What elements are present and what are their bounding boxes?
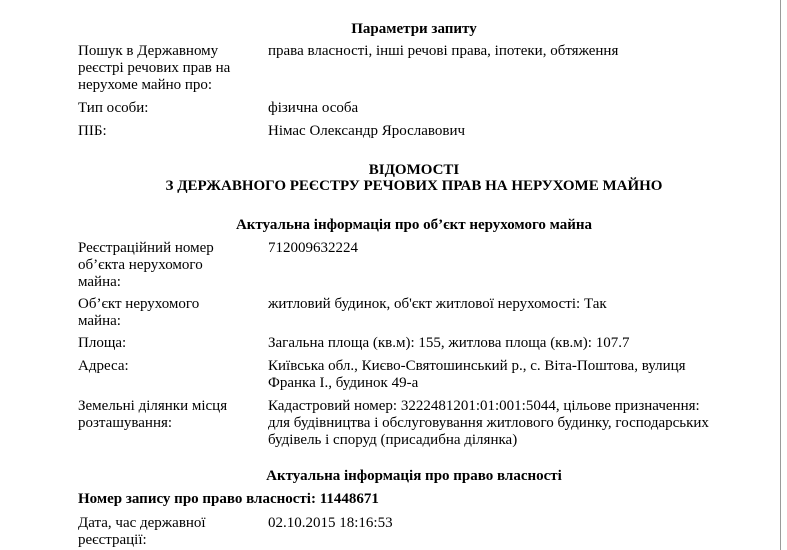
- land-plots-label: Земельні ділянки місця розташування:: [78, 398, 228, 431]
- object-type-label: Об’єкт нерухомого майна:: [78, 296, 200, 329]
- object-info-title: Актуальна інформація про об’єкт нерухомого майна: [235, 217, 593, 233]
- page-border-line: [780, 0, 781, 550]
- reg-date-value: 02.10.2015 18:16:53: [268, 515, 393, 531]
- address-label: Адреса:: [78, 358, 129, 374]
- area-value: Загальна площа (кв.м): 155, житлова площа (кв.м): 107.7: [268, 335, 630, 351]
- reg-date-label: Дата, час державної реєстрації:: [78, 515, 206, 548]
- request-params-title: Параметри запиту: [351, 21, 477, 37]
- ownership-info-title: Актуальна інформація про право власності: [266, 468, 562, 484]
- land-plots-value: Кадастровий номер: 3222481201:01:001:5044, цільове призначення: для будівництва і обслуговування житлового будинку, господарських будівель і споруд (присадибна ділянка): [268, 398, 709, 448]
- object-type-value: житловий будинок, об'єкт житлової нерухомості: Так: [268, 296, 607, 312]
- reg-number-label: Реєстраційний номер об’єкта нерухомого майна:: [78, 240, 214, 290]
- register-title-line2: З ДЕРЖАВНОГО РЕЄСТРУ РЕЧОВИХ ПРАВ НА НЕРУХОМЕ МАЙНО: [165, 178, 663, 194]
- area-label: Площа:: [78, 335, 127, 351]
- search-scope-label: Пошук в Державному реєстрі речових прав на нерухоме майно про:: [78, 43, 231, 93]
- reg-number-value: 712009632224: [268, 240, 358, 256]
- person-type-label: Тип особи:: [78, 100, 149, 116]
- full-name-value: Німас Олександр Ярославович: [268, 123, 466, 139]
- search-scope-value: права власності, інші речові права, іпотеки, обтяження: [268, 43, 619, 59]
- address-value: Київська обл., Києво-Святошинський р., с. Віта-Поштова, вулиця Франка І., будинок 49-а: [268, 358, 686, 391]
- register-title-line1: ВІДОМОСТІ: [368, 162, 460, 178]
- person-type-value: фізична особа: [268, 100, 359, 116]
- ownership-record-heading: Номер запису про право власності: 11448671: [78, 491, 379, 507]
- full-name-label: ПІБ:: [78, 123, 107, 139]
